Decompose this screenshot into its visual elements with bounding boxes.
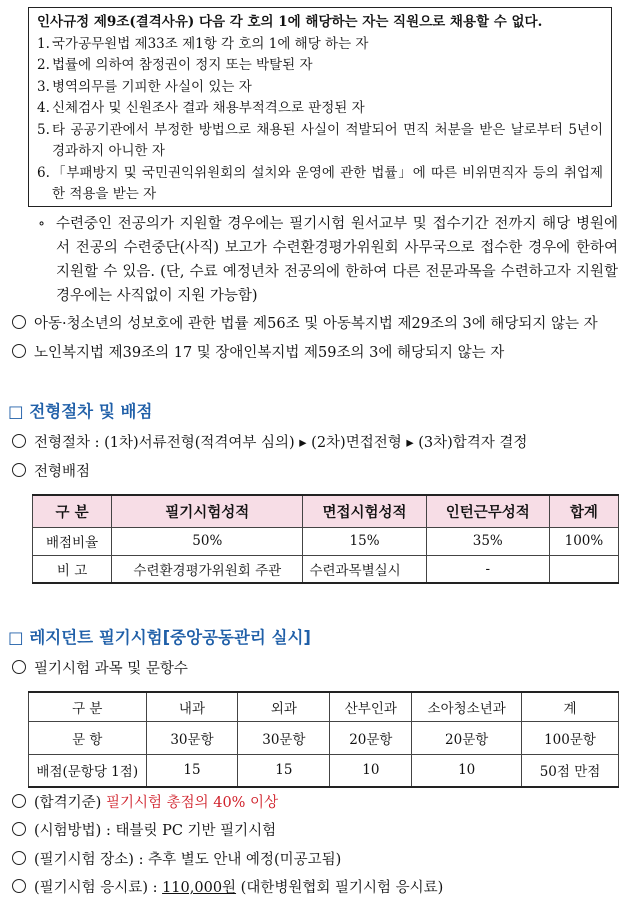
subject-label-line: 필기시험 과목 및 문항수 bbox=[12, 658, 188, 680]
table-header: 합계 bbox=[549, 495, 618, 527]
pass-criteria-highlight: 필기시험 총점의 40% 이상 bbox=[105, 795, 279, 811]
table-header: 필기시험성적 bbox=[112, 495, 303, 527]
rule-item: 6. 「부패방지 및 국민권익위원회의 설치와 운영에 관한 법률」에 따른 비위면직자 등의 취업제한 적용을 받는 자 bbox=[37, 164, 603, 202]
circle-bullet-icon bbox=[12, 822, 26, 836]
circle-bullet-icon bbox=[12, 851, 26, 865]
circle-bullet-icon bbox=[12, 434, 26, 448]
table-header: 내과 bbox=[146, 692, 238, 721]
note-item: 아동·청소년의 성보호에 관한 법률 제56조 및 아동복지법 제29조의 3에 해당되지 않는 자 bbox=[12, 313, 598, 335]
table-header: 구 분 bbox=[29, 692, 147, 721]
rule-item: 3. 병역의무를 기피한 사실이 있는 자 bbox=[37, 78, 252, 95]
score-table bbox=[32, 494, 619, 584]
table-header: 계 bbox=[522, 692, 619, 721]
pass-criteria-line: (합격기준) 필기시험 총점의 40% 이상 bbox=[12, 792, 278, 814]
rule-item: 4. 신체검사 및 신원조사 결과 채용부적격으로 판정된 자 bbox=[37, 100, 365, 116]
resident-note: 수련중인 전공의가 지원할 경우에는 필기시험 원서교부 및 접수기간 전까지 해당 병원에서 전공의 수련중단(사직) 보고가 수련환경평가위원회 사무국으로 접수한 경우에 한하여 지원할 수 있음. (단, 수료 예정년차 전공의에 한하여 다른 전문과목을 수련하고자 지원할 경우에는 사직없이 지원 가능함) bbox=[56, 216, 618, 304]
table-row: 배점비율 50% 15% 35% 100% bbox=[33, 527, 619, 555]
table-row: 문 항 30문항 30문항 20문항 20문항 100문항 bbox=[29, 721, 619, 754]
table-row: 배점(문항당 1점) 15 15 10 10 50점 만점 bbox=[29, 754, 619, 787]
exam-method-line: (시험방법) : 태블릿 PC 기반 필기시험 bbox=[12, 820, 276, 842]
section-heading-procedure: □ 전형절차 및 배점 bbox=[8, 402, 153, 421]
circle-bullet-icon bbox=[12, 879, 26, 893]
sub-bullet: ∘ bbox=[38, 216, 46, 232]
disqualification-rule-box bbox=[28, 7, 612, 207]
circle-bullet-icon bbox=[12, 344, 26, 358]
table-header: 외과 bbox=[238, 692, 330, 721]
table-header: 산부인과 bbox=[330, 692, 412, 721]
fee-amount: 110,000원 bbox=[162, 880, 237, 896]
rule-item: 1. 국가공무원법 제33조 제1항 각 호의 1에 해당 하는 자 bbox=[37, 35, 369, 52]
rule-title: 인사규정 제9조(결격사유) 다음 각 호의 1에 해당하는 자는 직원으로 채용할 수 없다. bbox=[37, 14, 543, 30]
section-heading-written-exam: □ 레지던트 필기시험[중앙공동관리 실시] bbox=[8, 628, 311, 647]
exam-fee-line: (필기시험 응시료) : 110,000원 (대한병원협회 필기시험 응시료) bbox=[12, 877, 443, 899]
circle-bullet-icon bbox=[12, 794, 26, 808]
table-row: 비 고 수련환경평가위원회 주관 수련과목별실시 - bbox=[33, 555, 619, 583]
note-item: 노인복지법 제39조의 17 및 장애인복지법 제59조의 3에 해당되지 않는 자 bbox=[12, 342, 504, 364]
circle-bullet-icon bbox=[12, 660, 26, 674]
table-header: 구 분 bbox=[33, 495, 112, 527]
exam-place-line: (필기시험 장소) : 추후 별도 안내 예정(미공고됨) bbox=[12, 849, 341, 871]
table-header: 소아청소년과 bbox=[412, 692, 522, 721]
procedure-line: 전형절차 : (1차)서류전형(적격여부 심의) ▸ (2차)면접전형 ▸ (3차)합격자 결정 bbox=[12, 432, 527, 454]
table-header: 면접시험성적 bbox=[303, 495, 426, 527]
rule-item: 2. 법률에 의하여 참정권이 정지 또는 박탈된 자 bbox=[37, 57, 313, 73]
rule-item: 5. 타 공공기관에서 부정한 방법으로 채용된 사실이 적발되어 면직 처분을 받은 날로부터 5년이 경과하지 아니한 자 bbox=[37, 121, 603, 159]
circle-bullet-icon bbox=[12, 315, 26, 329]
subject-table bbox=[28, 691, 619, 788]
circle-bullet-icon bbox=[12, 463, 26, 477]
table-header: 인턴근무성적 bbox=[426, 495, 549, 527]
score-label-line: 전형배점 bbox=[12, 461, 90, 483]
